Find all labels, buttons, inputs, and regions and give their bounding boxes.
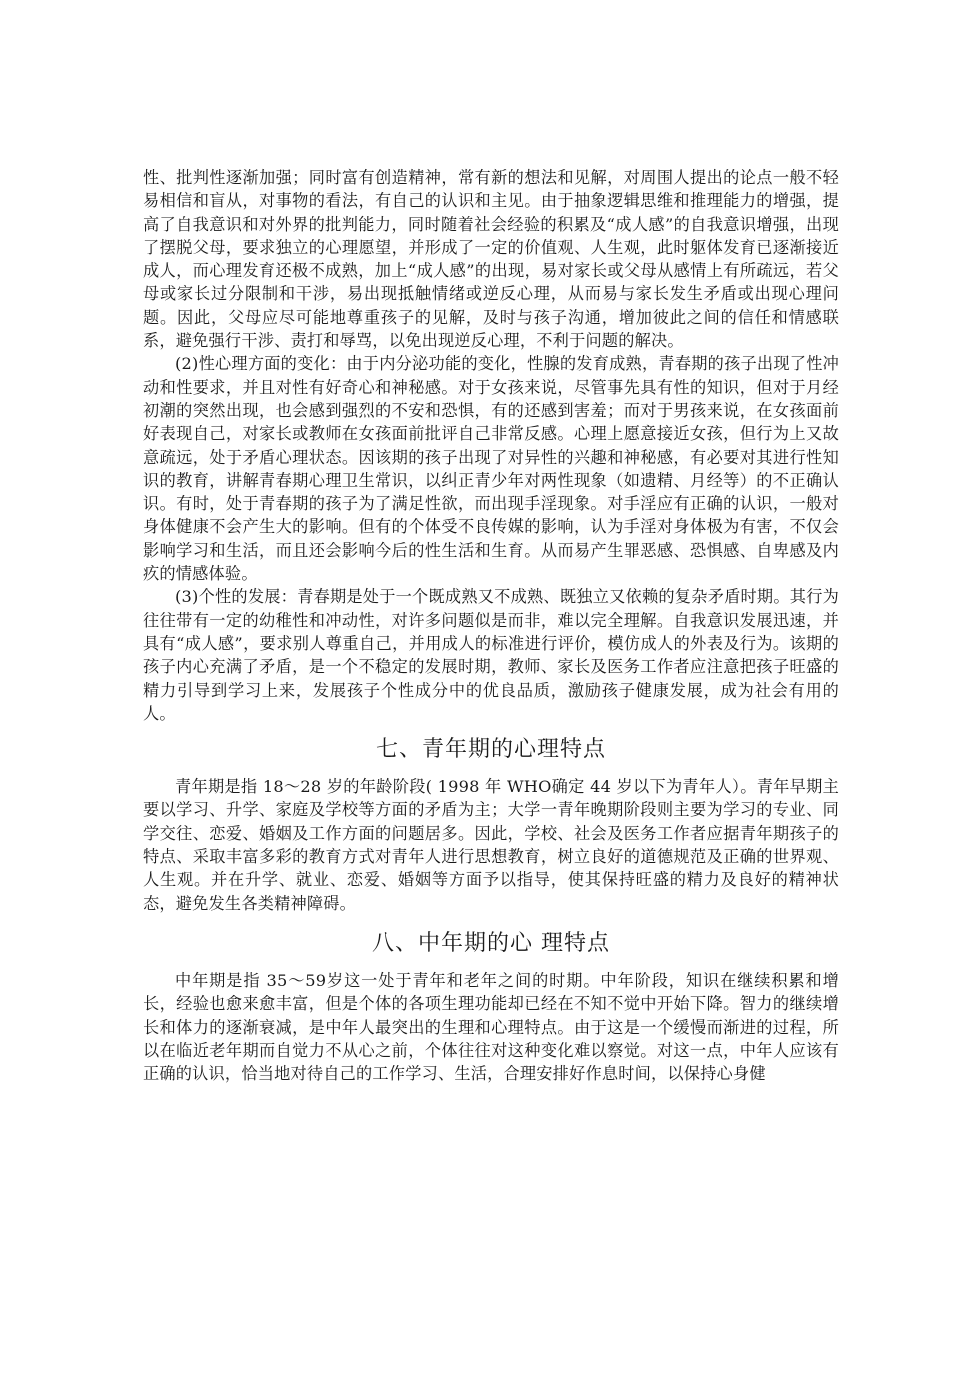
paragraph-youth-period: 青年期是指 18～28 岁的年龄阶段( 1998 年 WHO确定 44 岁以下为青年人）。青年早期主要以学习、升学、家庭及学校等方面的矛盾为主；大学一青年晚期阶段则主要为学习的专业、同学交往、恋爱、婚姻及工作方面的问题居多。因此，学校、社会及医务工作者应据青年期孩子的特点、采取丰富多彩的教育方式对青年人进行思想教育，树立良好的道德规范及正确的世界观、人生观。并在升学、就业、恋爱、婚姻等方面予以指导，使其保持旺盛的精力及良好的精神状态，避免发生各类精神障碍。 — [143, 777, 839, 913]
paragraph-personality-development: (3)个性的发展：青春期是处于一个既成熟又不成熟、既独立又依赖的复杂矛盾时期。其行为往往带有一定的幼稚性和冲动性，对许多问题似是而非，难以完全理解。自我意识发展迅速，并具有“成人感”，要求别人尊重自己，并用成人的标准进行评价，模仿成人的外表及行为。该期的孩子内心充满了矛盾，是一个不稳定的发展时期，教师、家长及医务工作者应注意把孩子旺盛的精力引导到学习上来，发展孩子个性成分中的优良品质，激励孩子健康发展，成为社会有用的人。 — [143, 587, 839, 723]
paragraph-sexual-psychology: (2)性心理方面的变化：由于内分泌功能的变化，性腺的发育成熟，青春期的孩子出现了性冲动和性要求，并且对性有好奇心和神秘感。对于女孩来说，尽管事先具有性的知识，但对于月经初潮的突然出现，也会感到强烈的不安和恐惧，有的还感到害羞；而对于男孩来说，在女孩面前好表现自己，对家长或教师在女孩面前批评自己非常反感。心理上愿意接近女孩，但行为上又故意疏远，处于矛盾心理状态。因该期的孩子出现了对异性的兴趣和神秘感，有必要对其进行性知识的教育，讲解青春期心理卫生常识，以纠正青少年对两性现象（如遗精、月经等）的不正确认识。有时，处于青春期的孩子为了满足性欲，而出现手淫现象。对手淫应有正确的认识，一般对身体健康不会产生大的影响。但有的个体受不良传媒的影响，认为手淫对身体极为有害，不仅会影响学习和生活，而且还会影响今后的性生活和生育。从而易产生罪恶感、恐惧感、自卑感及内疚的情感体验。 — [143, 354, 839, 584]
document-page — [143, 166, 839, 1085]
paragraph-critical-thinking: 性、批判性逐渐加强；同时富有创造精神，常有新的想法和见解，对周围人提出的论点一般不轻易相信和盲从，对事物的看法，有自己的认识和主见。由于抽象逻辑思维和推理能力的增强，提高了自我意识和对外界的批判能力，同时随着社会经验的积累及“成人感”的自我意识增强，出现了摆脱父母，要求独立的心理愿望，并形成了一定的价值观、人生观，此时躯体发育已逐渐接近成人，而心理发育还极不成熟，加上“成人感”的出现，易对家长或父母从感情上有所疏远，若父母或家长过分限制和干涉，易出现抵触情绪或逆反心理，从而易与家长发生矛盾或出现心理问题。因此，父母应尽可能地尊重孩子的见解，及时与孩子沟通，增加彼此之间的信任和情感联系，避免强行干涉、责打和辱骂，以免出现逆反心理，不利于问题的解决。 — [143, 168, 839, 351]
paragraph-middle-age-period: 中年期是指 35～59岁这一处于青年和老年之间的时期。中年阶段，知识在继续积累和增长，经验也愈来愈丰富，但是个体的各项生理功能却已经在不知不觉中开始下降。智力的继续增长和体力的逐渐衰减，是中年人最突出的生理和心理特点。由于这是一个缓慢而渐进的过程，所以在临近老年期而自觉力不从心之前，个体往往对这种变化难以察觉。对这一点，中年人应该有正确的认识，恰当地对待自己的工作学习、生活，合理安排好作息时间，以保持心身健 — [143, 970, 839, 1084]
section-heading-youth: 七、青年期的心理特点 — [375, 737, 606, 763]
section-heading-middle-age: 八、中年期的心 理特点 — [372, 930, 610, 956]
